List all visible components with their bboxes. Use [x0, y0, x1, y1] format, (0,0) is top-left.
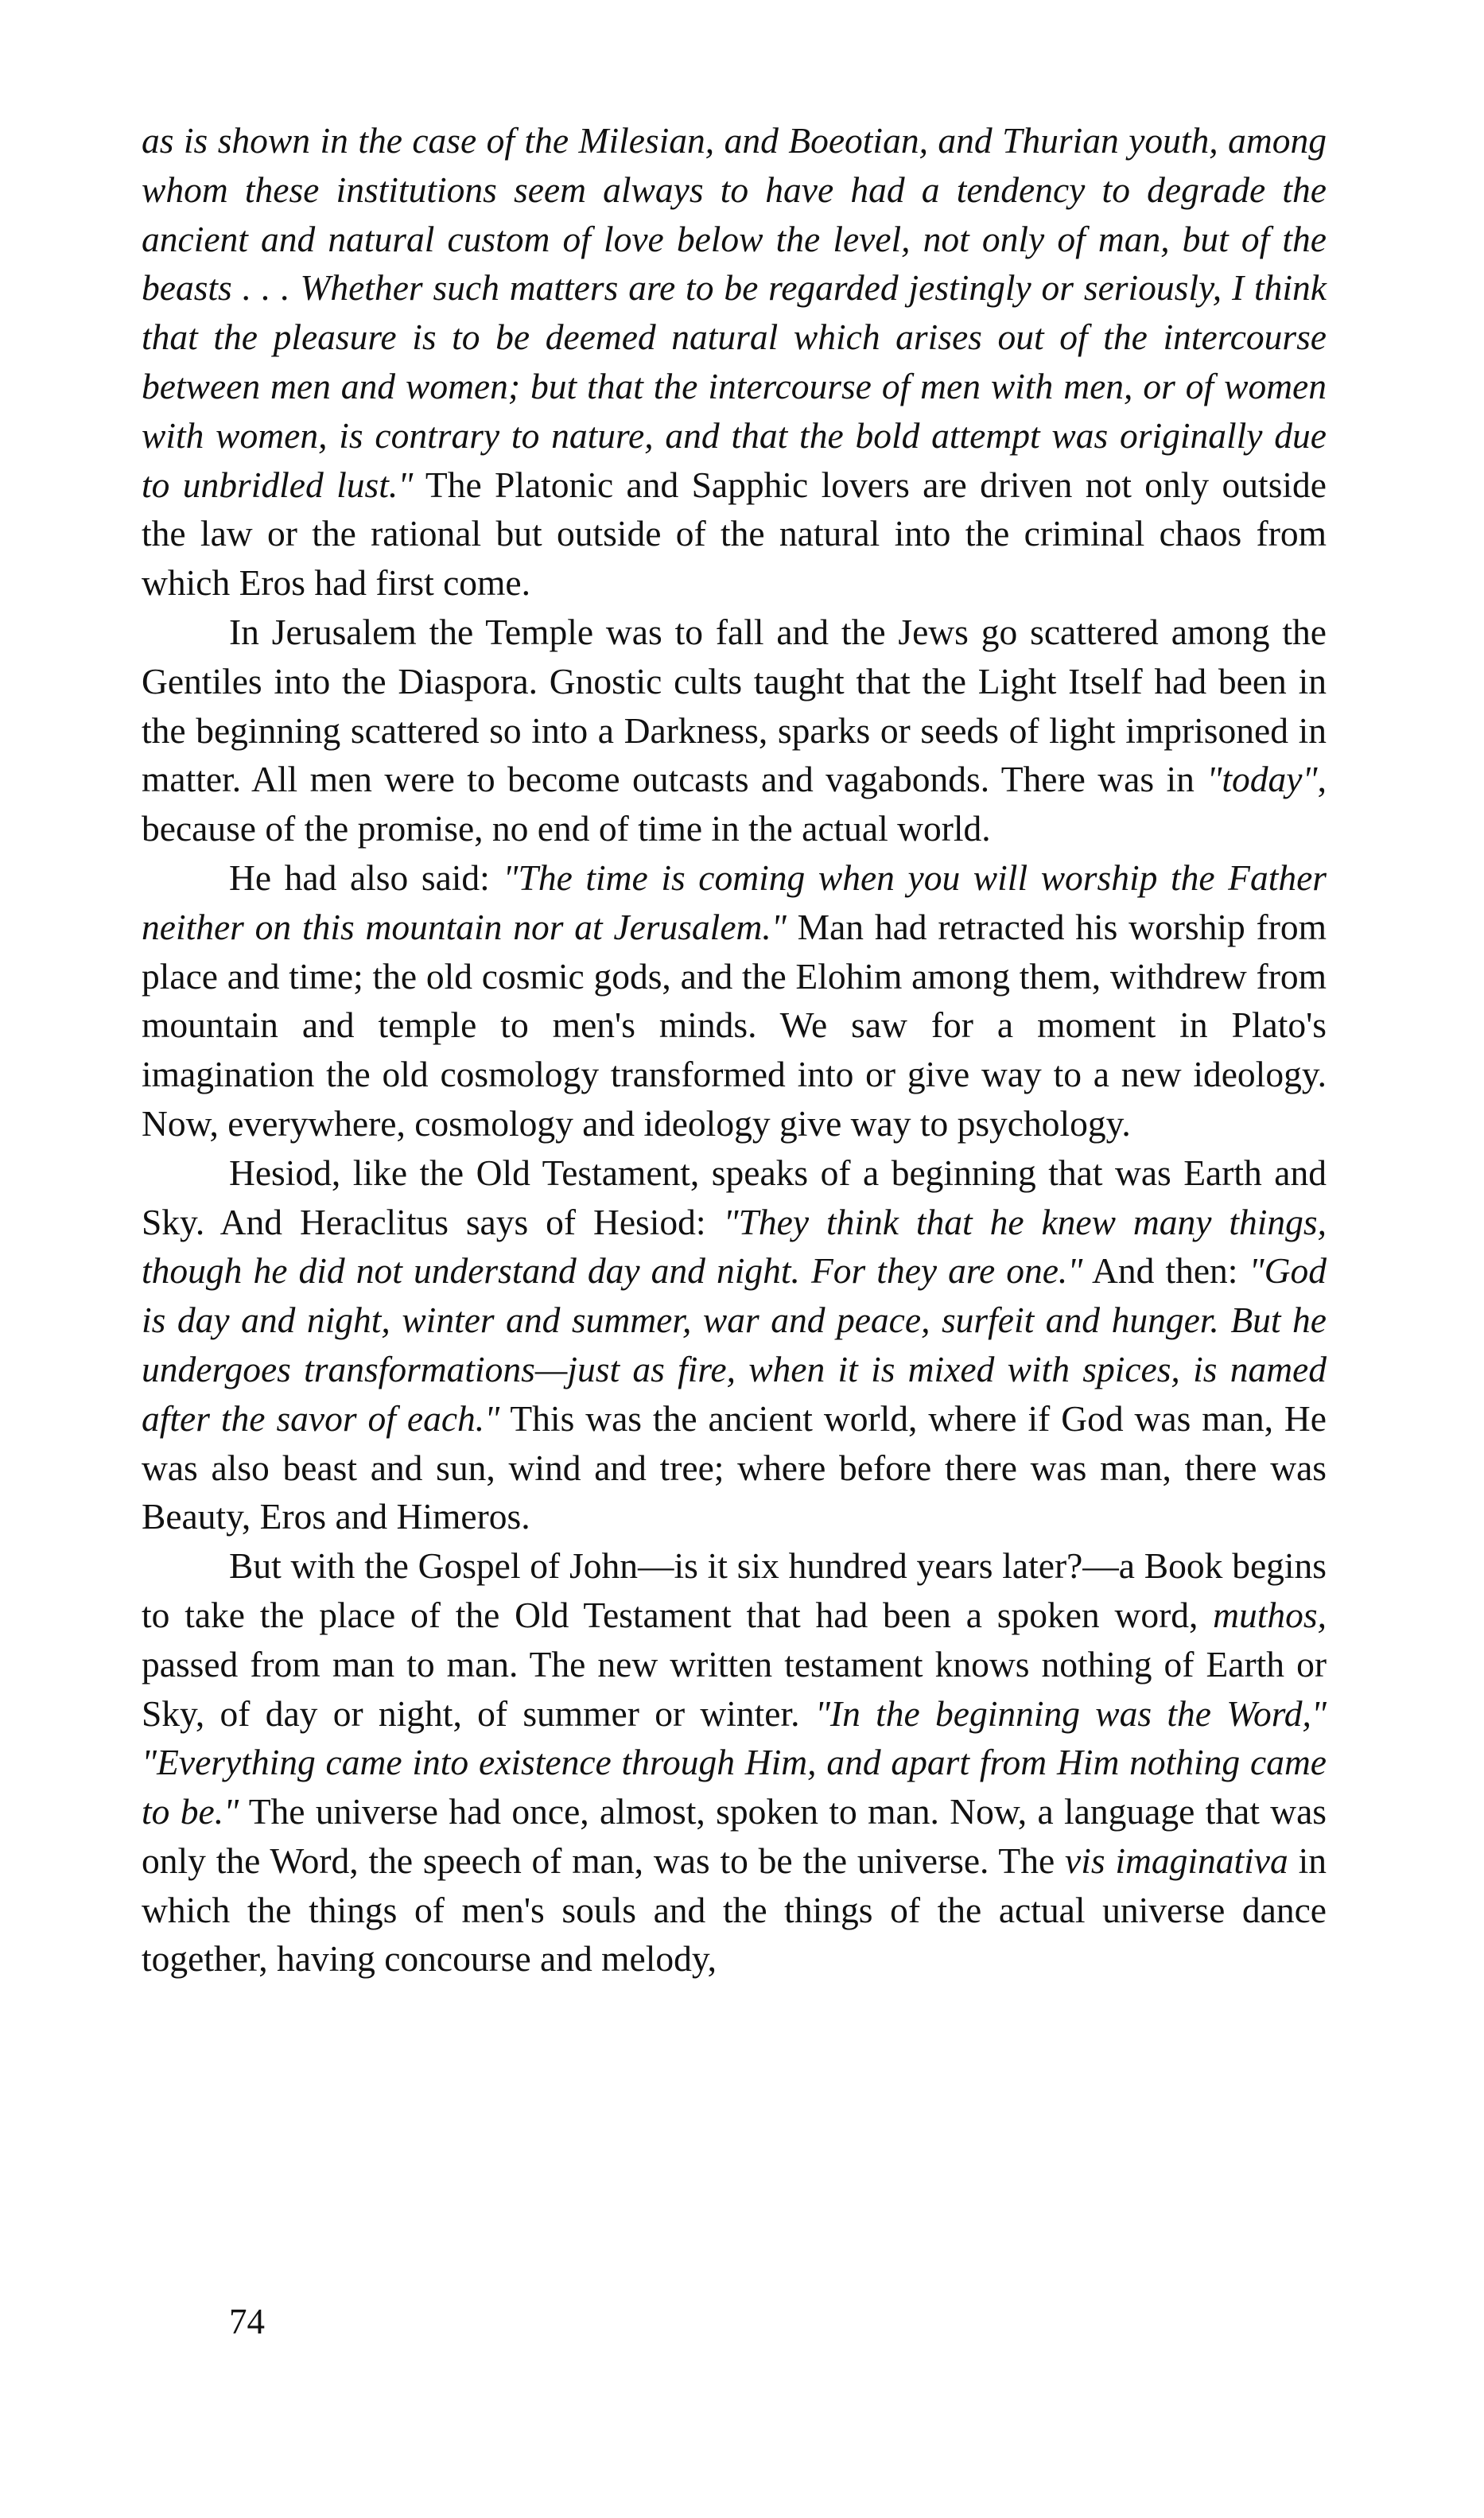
text-segment: vis imaginativa [1065, 1840, 1288, 1881]
paragraph-5 [142, 1541, 1327, 1984]
text-segment: in which the things of men's souls and the things of the actual universe dance together, having concourse and melody, [142, 1840, 1327, 1980]
text-segment: But with the Gospel of John—is it six hundred years later?—a Book begins to take the place of the Old Testament that had been a spoken word, [142, 1545, 1327, 1635]
paragraph-4 [142, 1148, 1327, 1541]
page-number: 74 [229, 2302, 265, 2341]
text-segment: muthos, [1213, 1594, 1327, 1635]
paragraph-2 [142, 608, 1327, 853]
text-segment: passed from man to man. The new written testament knows nothing of Earth or Sky, of day or night, of summer or winter. [142, 1643, 1327, 1734]
text-segment: "today" [1206, 759, 1318, 800]
text-segment: The Platonic and Sapphic lovers are driven not only outside the law or the rational but outside of the natural into the criminal chaos from which Eros had first come. [142, 464, 1327, 604]
paragraph-3 [142, 853, 1327, 1148]
paragraph-1 [142, 116, 1327, 608]
text-segment: Hesiod, like the Old Testament, speaks of a beginning that was Earth and Sky. And Heraclitus says of Hesiod: [142, 1152, 1327, 1242]
text-segment: "God is day and night, winter and summer, war and peace, surfeit and hunger. But he undergoes transformations—just as fire, when it is mixed with spices, is named after the savor of each." [142, 1250, 1327, 1439]
text-segment: "They think that he knew many things, though he did not understand day and night. For they are one." [142, 1201, 1327, 1292]
text-segment: , because of the promise, no end of time in the actual world. [142, 759, 1327, 849]
text-segment: And then: [1082, 1250, 1249, 1292]
text-segment: as is shown in the case of the Milesian, and Boeotian, and Thurian youth, among whom these institutions seem always to have had a tendency to degrade the ancient and natural custom of love below the level, not only of man, but of the beasts . . . Whether such matters are to be regarded jestingly or seriously, I think that the pleasure is to be deemed natural which arises out of the intercourse between men and women; but that the intercourse of men with men, or of women with women, is contrary to nature, and that the bold attempt was originally due to unbridled lust." [142, 120, 1327, 505]
text-segment: "In the beginning was the Word," "Everything came into existence through Him, and apart from Him nothing came to be." [142, 1692, 1327, 1832]
text-segment: The universe had once, almost, spoken to man. Now, a language that was only the Word, the speech of man, was to be the universe. The [142, 1791, 1327, 1881]
text-segment: In Jerusalem the Temple was to fall and the Jews go scattered among the Gentiles into the Diaspora. Gnostic cults taught that the Light Itself had been in the beginning scattered so into a Darkness, sparks or seeds of light imprisoned in matter. All men were to become outcasts and vagabonds. There was in [142, 611, 1327, 800]
text-segment: He had also said: [229, 857, 503, 898]
page-body [142, 116, 1327, 1984]
text-segment: This was the ancient world, where if God was man, He was also beast and sun, wind and tree; where before there was man, there was Beauty, Eros and Himeros. [142, 1397, 1327, 1537]
text-segment: "The time is coming when you will worship the Father neither on this mountain nor at Jerusalem." [142, 857, 1327, 947]
text-segment: Man had retracted his worship from place and time; the old cosmic gods, and the Elohim among them, withdrew from mountain and temple to men's minds. We saw for a moment in Plato's imagination the old cosmology transformed into or give way to a new ideology. Now, everywhere, cosmology and ideology give way to psychology. [142, 906, 1327, 1144]
